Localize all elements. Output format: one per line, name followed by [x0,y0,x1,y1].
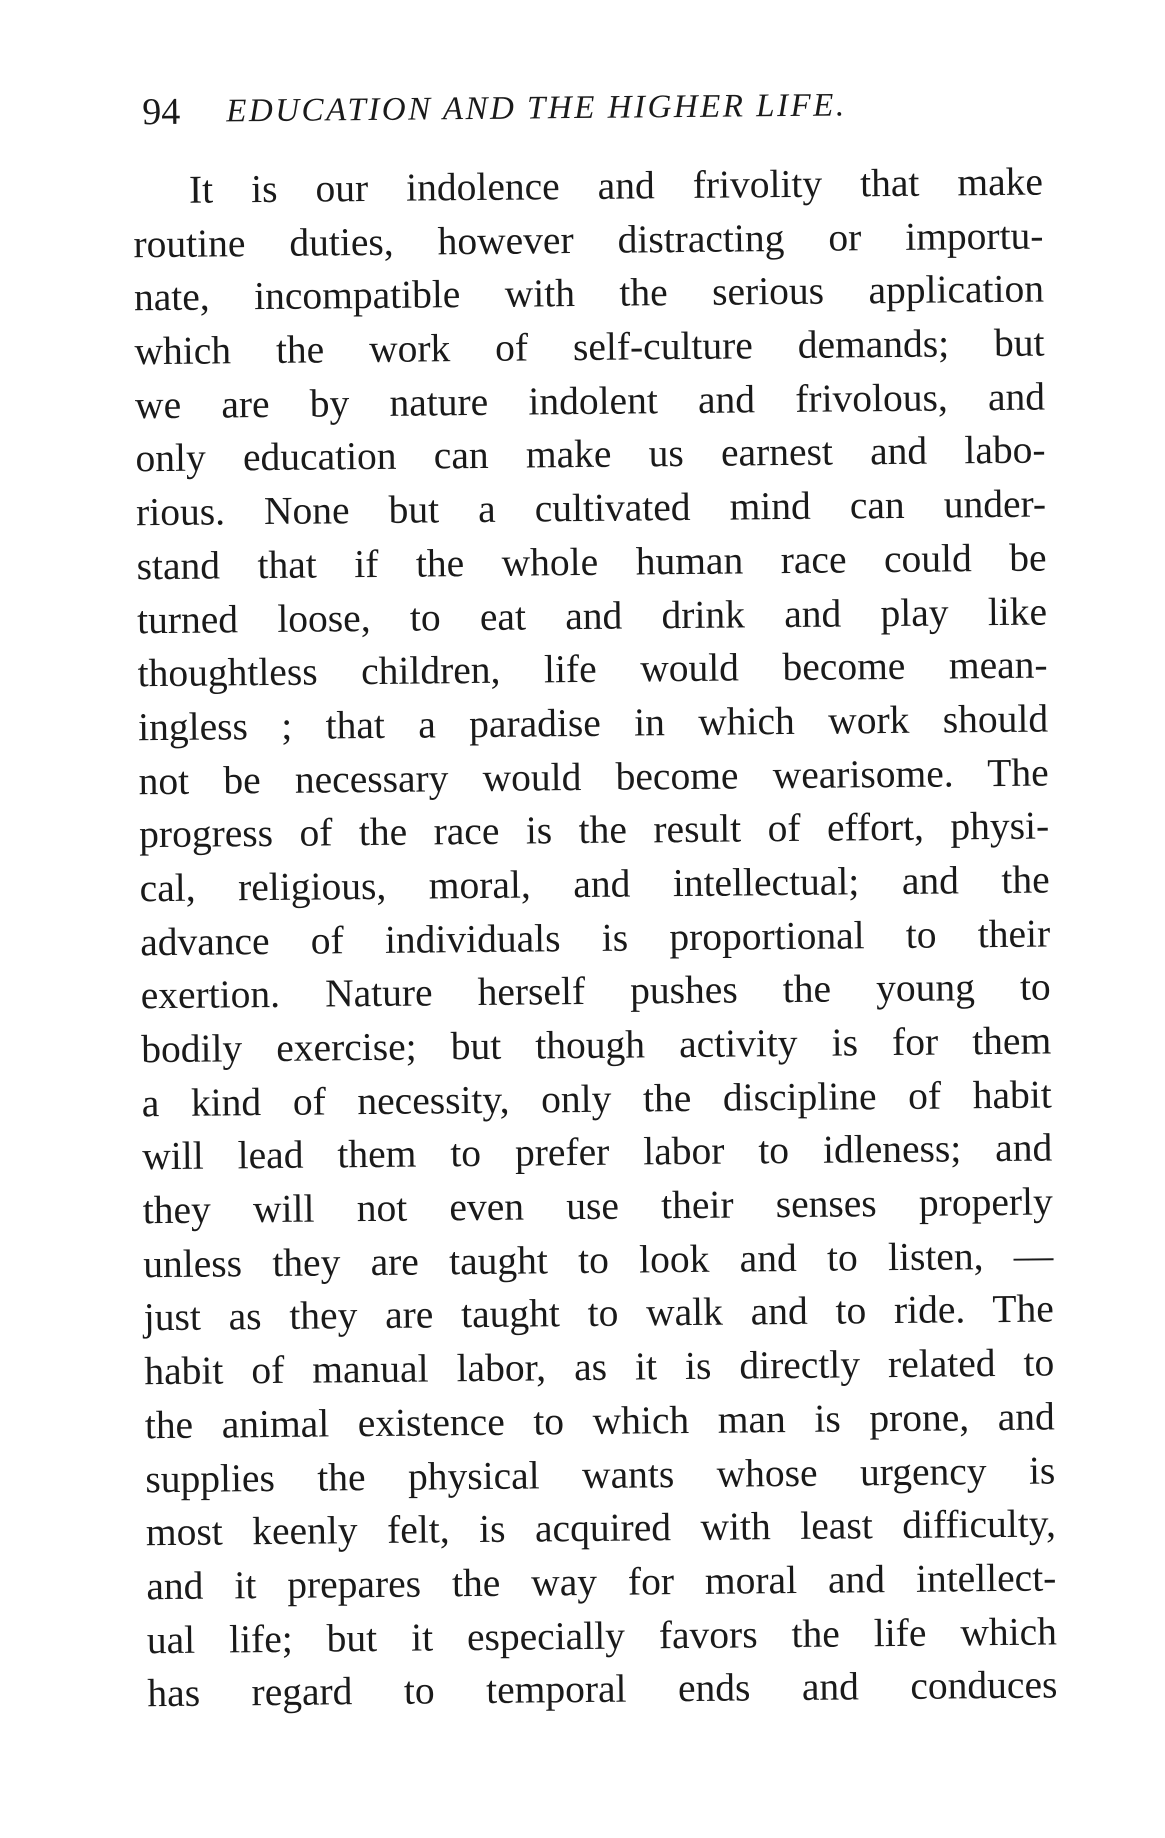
text-line: turned loose, to eat and drink and play like [136,589,1048,642]
text-line: only education can make us earnest and labo- [135,427,1046,481]
running-head [142,74,1043,143]
text-line: advance of individuals is proportional to their [139,911,1051,964]
running-title: EDUCATION AND THE HIGHER LIFE. [226,87,847,130]
text-line: just as they are taught to walk and to ride. The [143,1286,1054,1340]
text-line: thoughtless children, life would become mean- [137,642,1048,696]
text-line: will lead them to prefer labor to idleness; and [142,1125,1053,1179]
text-line: which the work of self-culture demands; but [134,320,1045,374]
text-line: rious. None but a cultivated mind can under- [135,481,1047,535]
body-paragraph [133,156,1058,1722]
text-line: has regard to temporal ends and conduces [147,1662,1058,1716]
text-line: they will not even use their senses properly [142,1179,1053,1233]
text-line: a kind of necessity, only the discipline of habit [141,1072,1052,1125]
text-line: the animal existence to which man is prone, and [144,1394,1056,1448]
text-line: habit of manual labor, as it is directly related to [144,1340,1055,1394]
text-line: stand that if the whole human race could be [136,535,1047,589]
page-number: 94 [142,90,181,134]
text-line: unless they are taught to look and to listen, — [143,1233,1054,1286]
text-line: bodily exercise; but though activity is for them [141,1018,1052,1072]
text-line: ingless ; that a paradise in which work should [137,696,1049,750]
text-line: progress of the race is the result of effort, physi- [138,803,1050,857]
text-line: supplies the physical wants whose urgency is [145,1447,1056,1501]
text-line: ual life; but it especially favors the life which [146,1609,1058,1662]
text-line: not be necessary would become wearisome. The [138,750,1049,803]
text-line: It is our indolence and frivolity that make [188,159,1044,212]
text-line: most keenly felt, is acquired with least difficulty, [145,1501,1057,1555]
text-line: and it prepares the way for moral and intellect- [146,1555,1057,1609]
text-line: routine duties, however distracting or importu- [133,213,1044,266]
text-line: nate, incompatible with the serious application [133,266,1045,320]
text-line: we are by nature indolent and frivolous, and [134,374,1046,428]
text-line: cal, religious, moral, and intellectual; and the [139,857,1050,911]
text-line: exertion. Nature herself pushes the young to [140,964,1051,1018]
